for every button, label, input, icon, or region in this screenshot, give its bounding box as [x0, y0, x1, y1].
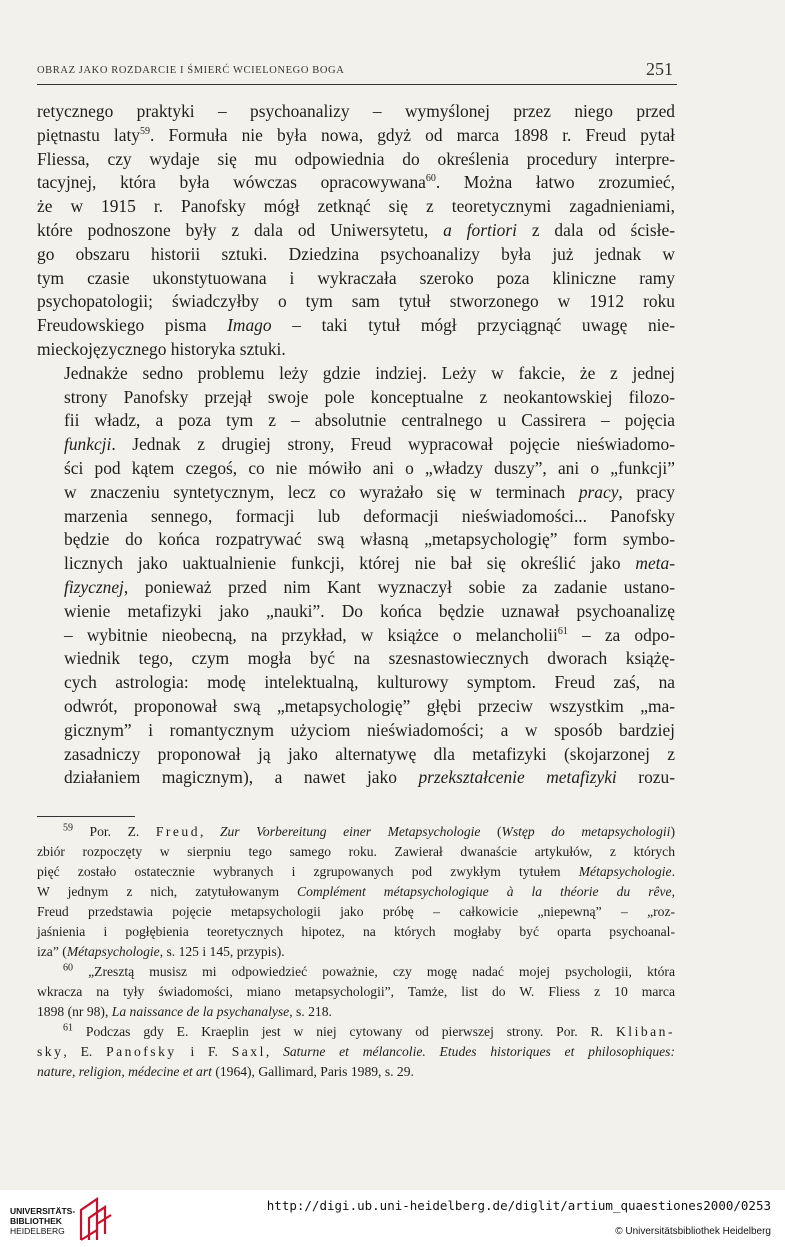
footnote-59	[37, 822, 675, 962]
text-line: wienie metafizyki jako „nauki”. Do końca będzie uznawał psychoanalizę	[64, 600, 675, 621]
text-line: psychopatologii; świadczyłby o tym sam tytuł stworzonego w 1912 roku	[37, 291, 675, 312]
footnote-line: wkracza na tyły świadomości, miano metapsychologii”, Tamże, list do W. Fliess z 10 marca	[37, 984, 675, 999]
footnotes	[37, 822, 675, 1082]
footnote-divider	[37, 816, 135, 817]
text-line: odwrót, proponował swą „metapsychologię” głębi przeciw wszystkim „ma-	[64, 695, 675, 716]
text-line: które podnoszone były z dala od Uniwersytetu, a fortiori z dala od ścisłe-	[37, 219, 675, 240]
footnote-line: iza” (Métapsychologie, s. 125 i 145, przypis).	[37, 944, 285, 959]
text-line: – wybitnie nieobecną, na przykład, w książce o melancholii$^{61}$ – za odpo-	[64, 624, 676, 645]
text-line: strony Panofsky przejął swoje pole konceptualne z neokantowskiej filozo-	[64, 386, 675, 407]
footnote-line: zbiór rozpoczęty w sierpniu tego samego roku. Zawierał dwanaście artykułów, z których	[37, 844, 675, 859]
library-logo-icon	[77, 1196, 113, 1242]
footnote-line: W jednym z nich, zatytułowanym Complément métapsychologique à la théorie du rêve,	[37, 884, 675, 899]
footnote-line: pięć zostało ostatecznie wybranych i zgrupowanych pod zwykłym tytułem Métapsychologie.	[37, 864, 675, 879]
footnote-line: Freud przedstawia pojęcie metapsychologii jako próbę – całkowicie „niepewną” – „roz-	[37, 904, 675, 919]
text-line: marzenia sennego, formacji lub deformacji nieświadomości... Panofsky	[64, 505, 675, 526]
paragraph-2	[37, 362, 675, 790]
footnote-line: $^{59}$ Por. Z. Freud, Zur Vorbereitung einer Metapsychologie (Wstęp do metapsychologii)	[63, 822, 675, 839]
footnote-line: jaśnienia i pogłębienia teoretycznych hipotez, na których mogłaby być oparta psychoanal-	[37, 924, 675, 939]
text-line: tym czasie ukonstytuowana i wykraczała szeroko poza kliniczne ramy	[37, 267, 675, 288]
footnote-ref-61[interactable]: 61	[557, 625, 568, 637]
text-line: Fliessa, czy wydaje się mu odpowiednia do określenia procedury interpre-	[37, 148, 675, 169]
text-line: licznych jako uaktualnienie funkcji, której nie bał się określić jako meta-	[64, 553, 675, 574]
text-line: fizycznej, ponieważ przed nim Kant wyznaczył sobie za zadanie ustano-	[64, 576, 675, 597]
text-line: że w 1915 r. Panofsky mógł zetknąć się z teoretycznymi zagadnieniami,	[37, 196, 675, 217]
footnote-61	[37, 1022, 675, 1082]
text-line: piętnastu laty$^{59}$. Formuła nie była nowa, gdyż od marca 1898 r. Freud pytał	[37, 124, 676, 145]
paragraph-1	[37, 100, 675, 362]
text-line: wiednik tego, czym mogła być na szesnastowiecznych dworach książę-	[64, 648, 675, 669]
body-text	[37, 100, 675, 790]
footnote-number: 61	[63, 1022, 73, 1034]
text-line: w znaczeniu syntetycznym, lecz co wyrażało się w terminach pracy, pracy	[64, 481, 675, 502]
text-line: fii władz, a poza tym z – absolutnie centralnego u Cassirera – pojęcia	[64, 410, 675, 431]
text-line: cych astrologia: modę intelektualną, kulturowy symptom. Freud zaś, na	[64, 672, 675, 693]
footnote-60	[37, 962, 675, 1022]
running-title: OBRAZ JAKO ROZDARCIE I ŚMIERĆ WCIELONEGO BOGA	[37, 65, 345, 76]
footnote-line: sky, E. Panofsky i F. Saxl, Saturne et mélancolie. Etudes historiques et philosophiques:	[37, 1044, 676, 1059]
text-line: mieckojęzycznego historyka sztuki.	[37, 338, 286, 359]
text-line: gicznym” i romantycznym użyciom nieświadomości; a w sposób bardziej	[64, 719, 675, 740]
text-line: będzie do końca rozpatrywać swą własną „metapsychologię” form symbo-	[64, 529, 675, 550]
italic-term: a fortiori	[443, 219, 517, 240]
italic-term: meta-	[635, 553, 675, 574]
running-header	[37, 59, 677, 85]
footnote-ref-60[interactable]: 60	[425, 173, 436, 185]
copyright-notice: © Universitätsbibliothek Heidelberg	[615, 1226, 771, 1237]
footnote-line: $^{60}$ „Zresztą musisz mi odpowiedzieć poważnie, czy mogę nadać mojej psychologii, która	[63, 962, 675, 979]
footnote-ref-59[interactable]: 59	[140, 126, 151, 137]
italic-term: przekształcenie metafizyki	[418, 767, 617, 788]
italic-term: fizycznej	[64, 576, 124, 597]
italic-term: pracy	[578, 481, 619, 502]
text-line: funkcji. Jednak z drugiej strony, Freud wypracował pojęcie nieświadomo-	[64, 434, 675, 455]
text-line: zasadniczy proponował ją jako alternatywę dla metafizyki (skojarzonej z	[64, 743, 675, 764]
text-line: tacyjnej, która była wówczas opracowywana$^{60}$. Można łatwo zrozumieć,	[37, 172, 675, 193]
footnote-number: 60	[63, 962, 73, 974]
text-line: go obszaru historii sztuki. Dziedzina psychoanalizy była już jednak w	[37, 243, 675, 264]
footnote-line: nature, religion, médecine et art (1964), Gallimard, Paris 1989, s. 29.	[37, 1064, 414, 1079]
page-number: 251	[646, 59, 673, 79]
italic-term: Imago	[227, 315, 272, 336]
footnote-number: 59	[63, 822, 73, 834]
text-line: Jednakże sedno problemu leży gdzie indziej. Leży w fakcie, że z jednej	[64, 362, 675, 383]
italic-term: funkcji	[64, 434, 112, 455]
permalink-url[interactable]: http://digi.ub.uni-heidelberg.de/diglit/artium_quaestiones2000/0253	[266, 1198, 771, 1213]
text-line: Freudowskiego pisma Imago – taki tytuł mógł przyciągnąć uwagę nie-	[37, 315, 676, 336]
text-line: działaniem magicznym), a nawet jako przekształcenie metafizyki rozu-	[64, 767, 675, 788]
footnote-line: $^{61}$ Podczas gdy E. Kraeplin jest w niej cytowany od pierwszej strony. Por. R. Kliban-	[63, 1022, 675, 1039]
footnote-line: 1898 (nr 98), La naissance de la psychanalyse, s. 218.	[37, 1004, 332, 1019]
text-line: ści pod kątem czegoś, co nie mówiło ani o „władzy duszy”, ani o „funkcji”	[64, 457, 675, 478]
text-line: retycznego praktyki – psychoanalizy – wymyślonej przez niego przed	[37, 101, 675, 121]
library-name: UNIVERSITÄTS- BIBLIOTHEK HEIDELBERG	[10, 1206, 76, 1236]
